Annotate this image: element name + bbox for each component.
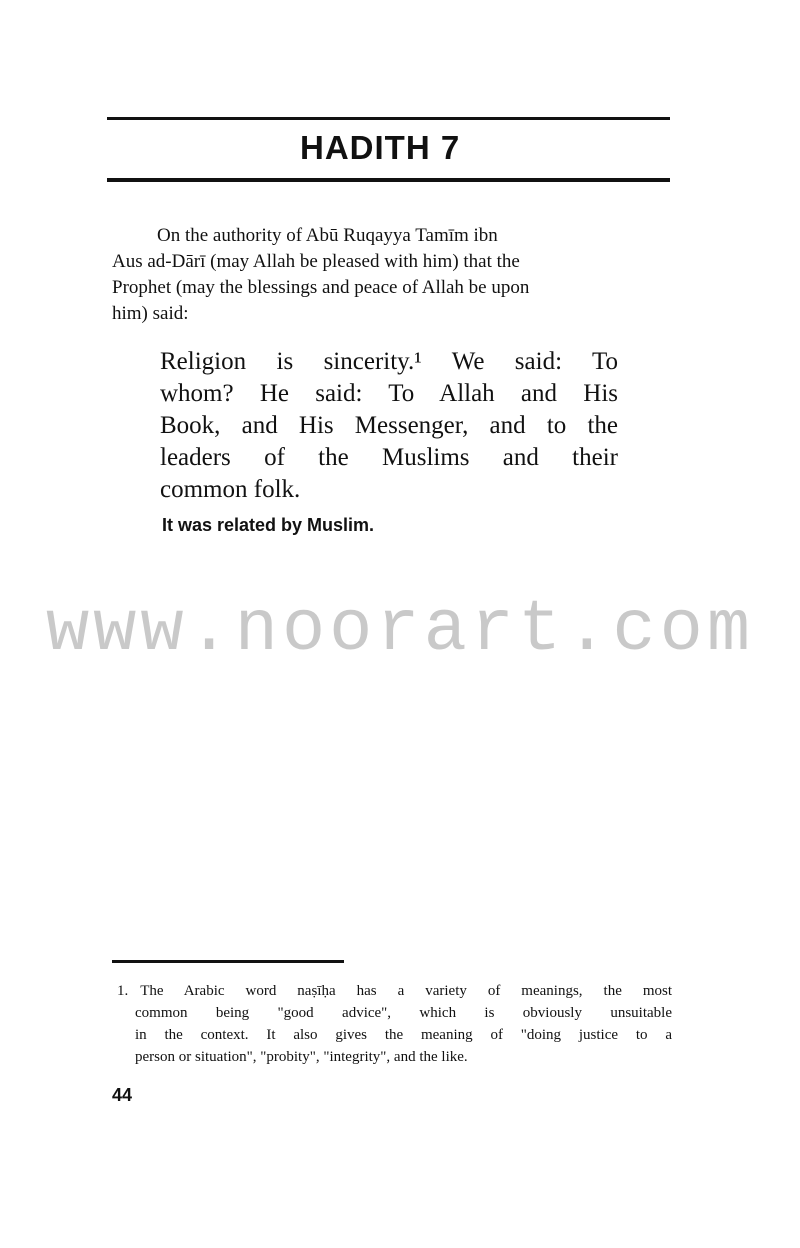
chapter-heading: HADITH 7	[300, 129, 461, 166]
footnote-line: common being "good advice", which is obviously unsuitable	[135, 1005, 672, 1021]
heading-top-rule	[107, 117, 670, 120]
watermark: www.noorart.com	[45, 589, 755, 671]
footnote-rule	[112, 960, 344, 963]
quote-line: leaders of the Muslims and their	[160, 444, 618, 471]
quote-line: Religion is sincerity.¹ We said: To	[160, 348, 618, 375]
footnote	[117, 980, 672, 1068]
footnote-line: in the context. It also gives the meaning of "doing justice to a	[135, 1027, 672, 1043]
intro-line: Aus ad-Dārī (may Allah be pleased with him) that the	[112, 251, 520, 272]
quote-line: Book, and His Messenger, and to the	[160, 412, 618, 439]
hadith-quote	[160, 346, 618, 506]
attribution: It was related by Muslim.	[162, 515, 375, 535]
intro-line: him) said:	[112, 303, 189, 324]
footnote-line	[117, 980, 672, 1002]
quote-line: common folk.	[160, 476, 301, 503]
footnote-text: The Arabic word naṣīḥa has a variety of meanings, the most	[140, 983, 672, 999]
page-number: 44	[112, 1085, 133, 1105]
heading-bottom-rule	[107, 178, 670, 182]
footnote-line: person or situation", "probity", "integrity", and the like.	[135, 1049, 468, 1065]
quote-line: whom? He said: To Allah and His	[160, 380, 618, 407]
intro-line: Prophet (may the blessings and peace of Allah be upon	[112, 277, 530, 298]
footnote-number: 1.	[117, 983, 129, 999]
intro-line: On the authority of Abū Ruqayya Tamīm ibn	[157, 225, 498, 246]
intro-paragraph	[112, 223, 672, 327]
